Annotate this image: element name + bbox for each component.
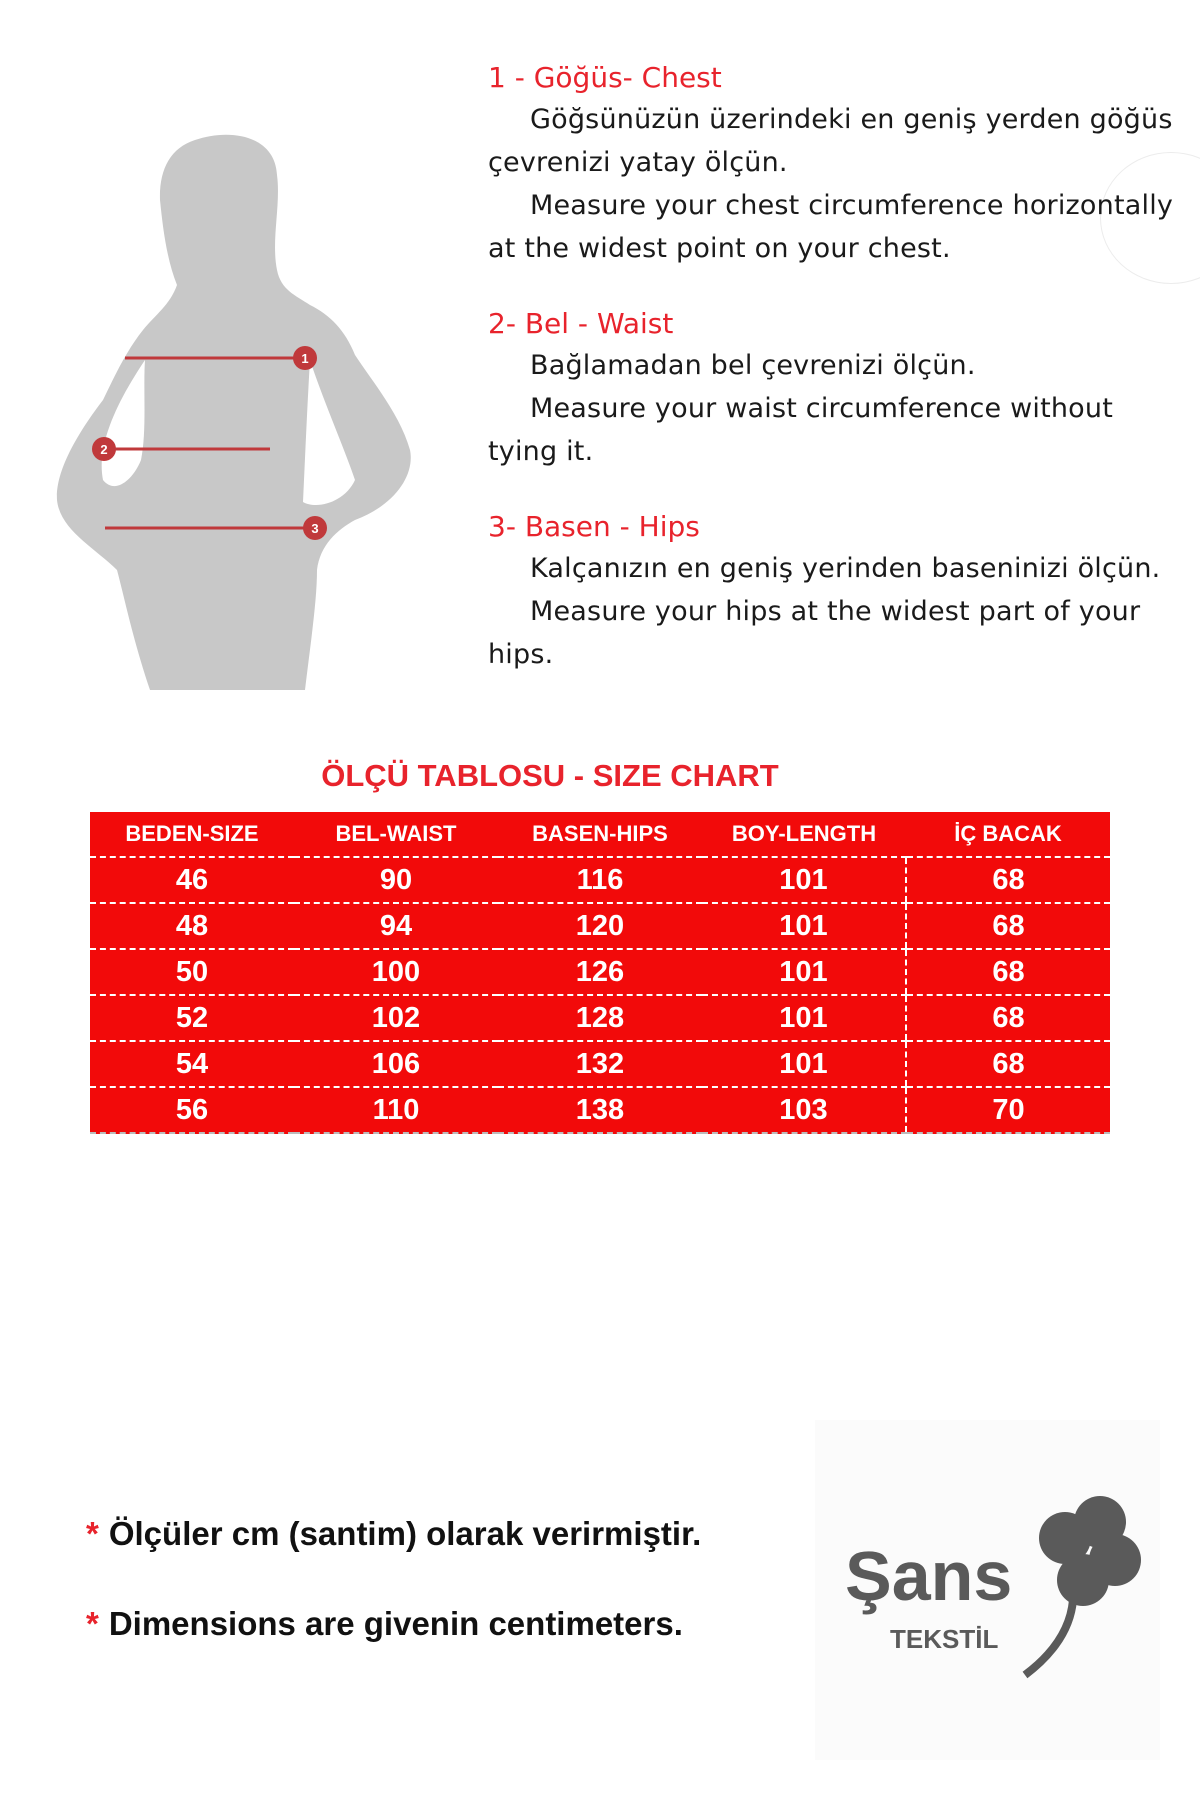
cell-hips: 132 <box>498 1041 702 1087</box>
body-silhouette-figure <box>55 130 455 710</box>
note-units-en: * Dimensions are givenin centimeters. <box>86 1605 683 1642</box>
size-chart-title: ÖLÇÜ TABLOSU - SIZE CHART <box>321 758 779 793</box>
cell-inseam: 68 <box>906 857 1110 903</box>
cell-inseam: 70 <box>906 1087 1110 1133</box>
cell-length: 101 <box>702 949 906 995</box>
marker-3-label: 3 <box>311 521 319 536</box>
asterisk: * <box>86 1515 99 1552</box>
header-length: BOY-LENGTH <box>702 812 906 857</box>
note-units-tr: * Ölçüler cm (santim) olarak verirmiştir. <box>86 1515 702 1552</box>
table-row <box>90 995 1110 1041</box>
cell-length: 101 <box>702 995 906 1041</box>
marker-2-label: 2 <box>100 442 108 457</box>
cell-size: 50 <box>90 949 294 995</box>
instruction-text-en: Measure your waist circumference without tying it. <box>488 393 1113 467</box>
table-row <box>90 1041 1110 1087</box>
instruction-title: 3- Basen - Hips <box>488 510 700 543</box>
brand-logo <box>815 1420 1160 1760</box>
cell-size: 54 <box>90 1041 294 1087</box>
instruction-chest <box>488 58 1178 270</box>
cell-size: 56 <box>90 1087 294 1133</box>
table-row <box>90 1087 1110 1133</box>
cell-hips: 126 <box>498 949 702 995</box>
cell-waist: 100 <box>294 949 498 995</box>
instruction-waist <box>488 304 1178 473</box>
logo-brand-text: Şans <box>845 1537 1013 1615</box>
cell-waist: 106 <box>294 1041 498 1087</box>
table-row <box>90 903 1110 949</box>
cell-length: 101 <box>702 903 906 949</box>
table-header-row <box>90 812 1110 857</box>
cell-length: 103 <box>702 1087 906 1133</box>
cell-hips: 128 <box>498 995 702 1041</box>
notes <box>86 1515 846 1695</box>
table-row <box>90 857 1110 903</box>
silhouette-icon <box>55 130 455 710</box>
cell-waist: 102 <box>294 995 498 1041</box>
asterisk: * <box>86 1605 99 1642</box>
cell-length: 101 <box>702 857 906 903</box>
instruction-text-tr: Kalçanızın en geniş yerinden baseninizi ölçün. <box>530 553 1161 584</box>
cell-waist: 90 <box>294 857 498 903</box>
cell-inseam: 68 <box>906 903 1110 949</box>
instruction-text-en: Measure your hips at the widest part of your hips. <box>488 596 1141 670</box>
header-hips: BASEN-HIPS <box>498 812 702 857</box>
table-row <box>90 949 1110 995</box>
cell-hips: 116 <box>498 857 702 903</box>
cell-hips: 138 <box>498 1087 702 1133</box>
cell-inseam: 68 <box>906 1041 1110 1087</box>
header-inseam: İÇ BACAK <box>906 812 1110 857</box>
cell-size: 52 <box>90 995 294 1041</box>
instruction-title: 1 - Göğüs- Chest <box>488 61 722 94</box>
sans-tekstil-logo-icon <box>815 1420 1160 1760</box>
marker-1-label: 1 <box>301 351 309 366</box>
instruction-text-en: Measure your chest circumference horizontally at the widest point on your chest. <box>488 190 1174 264</box>
logo-sub-text: TEKSTİL <box>890 1624 999 1654</box>
cell-waist: 94 <box>294 903 498 949</box>
cell-waist: 110 <box>294 1087 498 1133</box>
instruction-text-tr: Bağlamadan bel çevrenizi ölçün. <box>530 350 976 381</box>
instruction-text-tr: Göğsünüzün üzerindeki en geniş yerden göğüs çevrenizi yatay ölçün. <box>488 104 1173 178</box>
instruction-hips <box>488 507 1178 676</box>
header-size: BEDEN-SIZE <box>90 812 294 857</box>
cell-length: 101 <box>702 1041 906 1087</box>
cell-inseam: 68 <box>906 995 1110 1041</box>
cell-hips: 120 <box>498 903 702 949</box>
cell-inseam: 68 <box>906 949 1110 995</box>
cell-size: 46 <box>90 857 294 903</box>
size-chart-table <box>90 812 1110 1134</box>
cell-size: 48 <box>90 903 294 949</box>
instruction-title: 2- Bel - Waist <box>488 307 674 340</box>
header-waist: BEL-WAIST <box>294 812 498 857</box>
measurement-instructions <box>488 58 1178 710</box>
